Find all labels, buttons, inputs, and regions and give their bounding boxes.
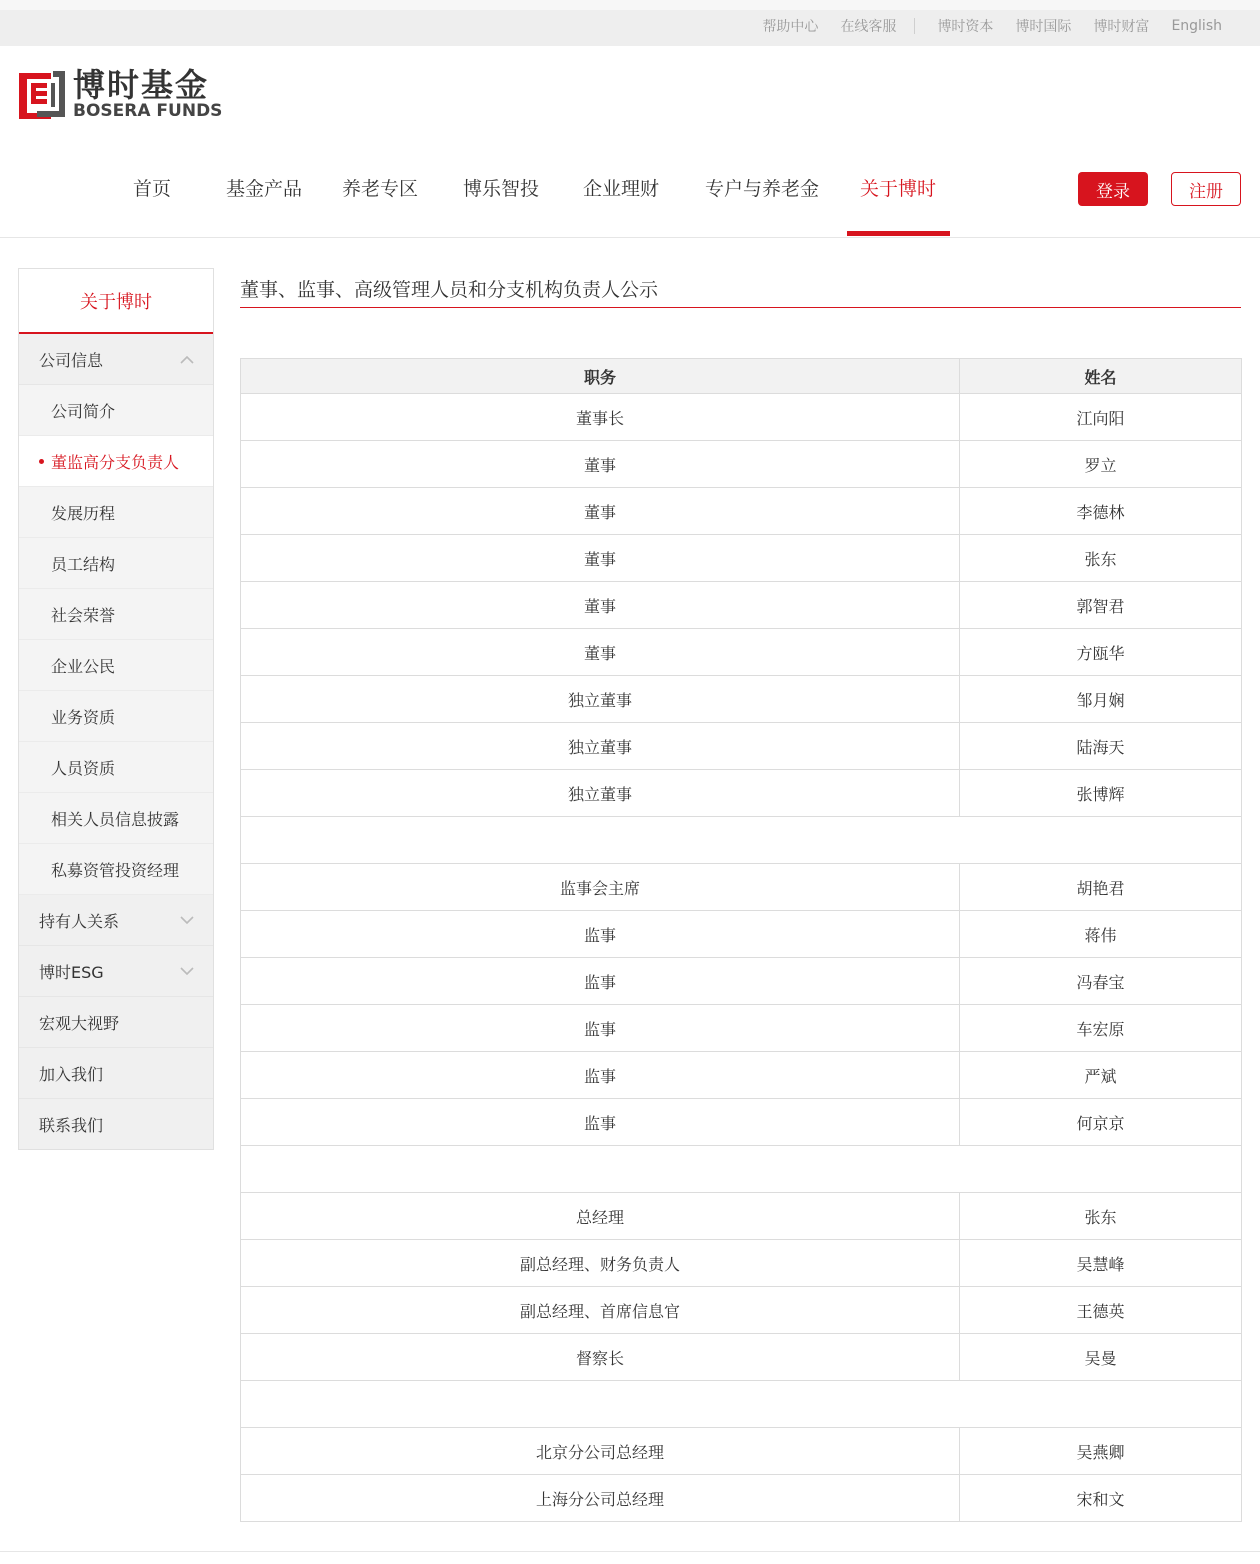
table-row: [241, 1193, 1242, 1240]
table-row: [241, 770, 1242, 817]
name-cell: 方瓯华: [960, 629, 1242, 676]
position-cell: 监事: [241, 1052, 960, 1099]
name-cell: 蒋伟: [960, 911, 1242, 958]
position-cell: 北京分公司总经理: [241, 1428, 960, 1475]
logo-mark-icon: [17, 69, 67, 119]
name-cell: 吴燕卿: [960, 1428, 1242, 1475]
nav-item-corporate-finance[interactable]: 企业理财: [583, 178, 660, 200]
table-row: [241, 488, 1242, 535]
table-row: [241, 629, 1242, 676]
sidebar-title: 关于博时: [19, 269, 213, 334]
bosera-capital-link[interactable]: 博时资本: [937, 19, 994, 35]
position-cell: 总经理: [241, 1193, 960, 1240]
position-cell: 独立董事: [241, 676, 960, 723]
sidebar-group-contact-us[interactable]: [19, 1099, 213, 1149]
table-row: [241, 1428, 1242, 1475]
table-spacer-row: [241, 1146, 1242, 1193]
table-row: [241, 1005, 1242, 1052]
position-cell: 监事: [241, 958, 960, 1005]
name-cell: 罗立: [960, 441, 1242, 488]
name-cell: 郭智君: [960, 582, 1242, 629]
table-row: [241, 1099, 1242, 1146]
name-cell: 陆海天: [960, 723, 1242, 770]
table-row: [241, 535, 1242, 582]
register-button[interactable]: 注册: [1171, 172, 1241, 206]
position-cell: 董事长: [241, 394, 960, 441]
position-cell: 督察长: [241, 1334, 960, 1381]
nav-item-segregated-accounts[interactable]: 专户与养老金: [705, 178, 820, 200]
table-row: [241, 1287, 1242, 1334]
table-body: [241, 394, 1242, 1522]
position-cell: 监事会主席: [241, 864, 960, 911]
sidebar-group-macro-vision[interactable]: [19, 997, 213, 1048]
position-cell: 董事: [241, 441, 960, 488]
sidebar-group-company-info[interactable]: [19, 334, 213, 385]
nav-item-about[interactable]: 关于博时: [860, 178, 937, 200]
sidebar-item-business-qualifications[interactable]: 业务资质: [19, 691, 213, 742]
sidebar-group-join-us[interactable]: [19, 1048, 213, 1099]
utility-links: [740, 16, 1222, 36]
nav-item-pension-zone[interactable]: 养老专区: [342, 178, 419, 200]
table-row: [241, 1240, 1242, 1287]
spacer-cell: [241, 1146, 1242, 1193]
sidebar-item-related-disclosure[interactable]: 相关人员信息披露: [19, 793, 213, 844]
sidebar-item-directors-supervisors[interactable]: 董监高分支负责人: [19, 436, 213, 487]
table-row: [241, 582, 1242, 629]
sidebar: [18, 268, 214, 1150]
sidebar-item-private-managers[interactable]: 私募资管投资经理: [19, 844, 213, 895]
name-cell: 宋和文: [960, 1475, 1242, 1522]
name-cell: 车宏原: [960, 1005, 1242, 1052]
name-cell: 张博辉: [960, 770, 1242, 817]
table-spacer-row: [241, 817, 1242, 864]
personnel-table: [240, 358, 1242, 1522]
login-button[interactable]: 登录: [1078, 172, 1148, 206]
online-service-link[interactable]: 在线客服: [840, 19, 897, 35]
table-row: [241, 1475, 1242, 1522]
position-cell: 董事: [241, 488, 960, 535]
bosera-wealth-link[interactable]: 博时财富: [1093, 19, 1150, 35]
sidebar-item-staff-qualifications[interactable]: 人员资质: [19, 742, 213, 793]
logo-english-name: BOSERA FUNDS: [73, 101, 223, 121]
table-row: [241, 911, 1242, 958]
name-cell: 严斌: [960, 1052, 1242, 1099]
position-cell: 监事: [241, 1099, 960, 1146]
position-cell: 董事: [241, 535, 960, 582]
table-spacer-row: [241, 1381, 1242, 1428]
table-row: [241, 958, 1242, 1005]
page-title: 董事、监事、高级管理人员和分支机构负责人公示: [240, 279, 659, 301]
position-cell: 副总经理、财务负责人: [241, 1240, 960, 1287]
top-utility-bar: [0, 0, 1260, 46]
name-cell: 胡艳君: [960, 864, 1242, 911]
sidebar-group-label: 加入我们: [39, 1064, 104, 1084]
name-cell: 何京京: [960, 1099, 1242, 1146]
chevron-down-icon: [179, 966, 195, 976]
name-cell: 吴慧峰: [960, 1240, 1242, 1287]
sidebar-item-history[interactable]: 发展历程: [19, 487, 213, 538]
position-cell: 副总经理、首席信息官: [241, 1287, 960, 1334]
name-cell: 张东: [960, 535, 1242, 582]
table-row: [241, 864, 1242, 911]
position-cell: 上海分公司总经理: [241, 1475, 960, 1522]
sidebar-group-label: 博时ESG: [39, 962, 104, 982]
sidebar-group-label: 持有人关系: [39, 911, 120, 931]
help-center-link[interactable]: 帮助中心: [762, 19, 819, 35]
chevron-down-icon: [179, 915, 195, 925]
position-cell: 董事: [241, 582, 960, 629]
name-cell: 邹月娴: [960, 676, 1242, 723]
spacer-cell: [241, 1381, 1242, 1428]
name-cell: 冯春宝: [960, 958, 1242, 1005]
title-divider: [240, 307, 1241, 308]
nav-item-home[interactable]: 首页: [133, 178, 172, 200]
sidebar-item-honors[interactable]: 社会荣誉: [19, 589, 213, 640]
site-logo[interactable]: [17, 68, 222, 120]
sidebar-item-staff-structure[interactable]: 员工结构: [19, 538, 213, 589]
spacer-cell: [241, 817, 1242, 864]
nav-item-bole-smart-invest[interactable]: 博乐智投: [463, 178, 540, 200]
nav-active-indicator: [847, 231, 950, 236]
table-row: [241, 723, 1242, 770]
table-row: [241, 676, 1242, 723]
main-nav: [0, 160, 1260, 238]
table-row: [241, 441, 1242, 488]
name-cell: 张东: [960, 1193, 1242, 1240]
position-cell: 董事: [241, 629, 960, 676]
nav-item-fund-products[interactable]: 基金产品: [226, 178, 303, 200]
table-row: [241, 1052, 1242, 1099]
column-header-position: 职务: [241, 359, 960, 394]
sidebar-group-esg[interactable]: [19, 946, 213, 997]
chevron-up-icon: [179, 354, 195, 364]
sidebar-group-holder-relations[interactable]: [19, 895, 213, 946]
sidebar-group-label: 宏观大视野: [39, 1013, 120, 1033]
bosera-international-link[interactable]: 博时国际: [1015, 19, 1072, 35]
position-cell: 独立董事: [241, 770, 960, 817]
name-cell: 江向阳: [960, 394, 1242, 441]
name-cell: 吴曼: [960, 1334, 1242, 1381]
column-header-name: 姓名: [960, 359, 1242, 394]
sidebar-item-company-profile[interactable]: 公司简介: [19, 385, 213, 436]
sidebar-group-label: 公司信息: [39, 350, 104, 370]
utility-divider: [914, 18, 915, 34]
table-row: [241, 1334, 1242, 1381]
logo-chinese-name: 博时基金: [73, 66, 210, 104]
sidebar-item-corporate-citizen[interactable]: 企业公民: [19, 640, 213, 691]
position-cell: 独立董事: [241, 723, 960, 770]
name-cell: 李德林: [960, 488, 1242, 535]
table-row: [241, 394, 1242, 441]
sidebar-group-label: 联系我们: [39, 1115, 104, 1135]
name-cell: 王德英: [960, 1287, 1242, 1334]
table-header-row: [241, 359, 1242, 394]
page-bottom-divider: [0, 1551, 1260, 1552]
position-cell: 监事: [241, 1005, 960, 1052]
english-link[interactable]: English: [1171, 18, 1222, 34]
position-cell: 监事: [241, 911, 960, 958]
